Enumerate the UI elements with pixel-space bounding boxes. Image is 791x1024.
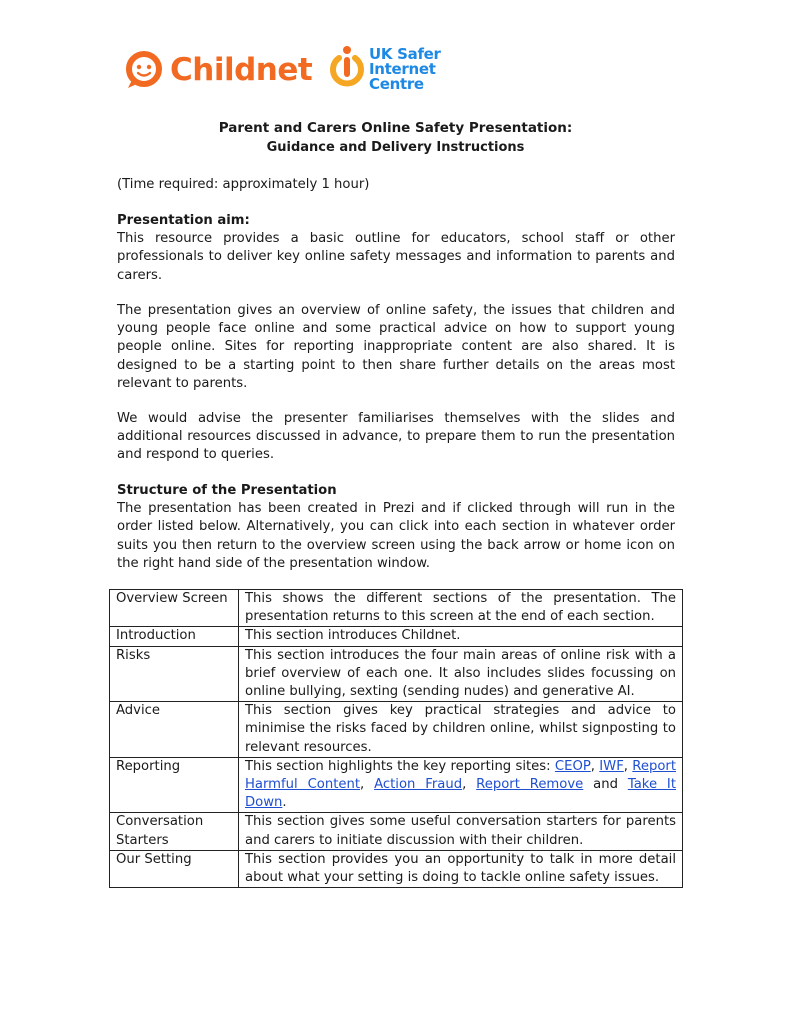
overview-paragraph: The presentation gives an overview of online safety, the issues that children and young people face online and some practical advice on how to support young people online. Sites for reporting inappropriate content are also shared. It is designed to be a starting point to then share further details on the areas most relevant to parents. bbox=[117, 303, 675, 391]
uksic-logo bbox=[329, 44, 441, 94]
uksic-line-2: Internet bbox=[369, 59, 436, 78]
aim-section bbox=[117, 212, 675, 285]
link-ceop[interactable]: CEOP bbox=[554, 758, 591, 774]
section-name: Introduction bbox=[110, 627, 239, 646]
section-name: Overview Screen bbox=[110, 590, 239, 627]
structure-text: The presentation has been created in Prezi and if clicked through will run in the order listed below. Alternatively, you can click into each section in whatever order suits you then return to the overview screen using the back arrow or home icon on the right hand side of the presentation window. bbox=[117, 501, 675, 571]
separator: , bbox=[462, 777, 477, 793]
separator: and bbox=[583, 777, 628, 793]
structure-section bbox=[117, 482, 675, 573]
link-iwf[interactable]: IWF bbox=[599, 758, 624, 774]
document-title: Parent and Carers Online Safety Presentation: bbox=[218, 120, 573, 136]
separator: , bbox=[590, 758, 600, 774]
childnet-wordmark: Childnet bbox=[170, 52, 313, 88]
link-action-fraud[interactable]: Action Fraud bbox=[374, 777, 463, 793]
section-name: Risks bbox=[110, 646, 239, 702]
table-row bbox=[110, 813, 683, 850]
section-description: This shows the different sections of the presentation. The presentation returns to this screen at the end of each section. bbox=[239, 590, 683, 627]
uksic-wordmark bbox=[369, 44, 441, 93]
table-row bbox=[110, 850, 683, 887]
uksic-line-3: Centre bbox=[369, 74, 424, 93]
section-name: Reporting bbox=[110, 757, 239, 813]
time-required: (Time required: approximately 1 hour) bbox=[117, 177, 370, 192]
section-description: This section gives key practical strategies and advice to minimise the risks faced by children online, whilst signposting to relevant resources. bbox=[239, 702, 683, 758]
link-report-harmful-content[interactable]: Report Harmful Content bbox=[245, 758, 677, 793]
childnet-logo bbox=[124, 50, 312, 90]
childnet-speech-face-icon bbox=[124, 50, 164, 90]
power-button-icon bbox=[329, 44, 365, 94]
section-name: Our Setting bbox=[110, 850, 239, 887]
aim-heading: Presentation aim: bbox=[117, 213, 250, 228]
advice-paragraph: We would advise the presenter familiarises themselves with the slides and additional resources discussed in advance, to prepare them to run the presentation and respond to queries. bbox=[117, 411, 675, 463]
table-row bbox=[110, 627, 683, 646]
link-report-remove[interactable]: Report Remove bbox=[476, 777, 584, 793]
aim-text: This resource provides a basic outline for educators, school staff or other professionals to deliver key online safety messages and information to parents and carers. bbox=[117, 231, 675, 283]
reporting-end: . bbox=[282, 795, 287, 811]
table-row bbox=[110, 702, 683, 758]
document-subtitle: Guidance and Delivery Instructions bbox=[266, 140, 525, 155]
section-description bbox=[239, 757, 683, 813]
separator: , bbox=[360, 777, 375, 793]
section-name: Advice bbox=[110, 702, 239, 758]
table-row bbox=[110, 757, 683, 813]
section-description: This section provides you an opportunity to talk in more detail about what your setting is doing to tackle online safety issues. bbox=[239, 850, 683, 887]
table-row bbox=[110, 590, 683, 627]
section-description: This section gives some useful conversation starters for parents and carers to initiate discussion with their children. bbox=[239, 813, 683, 850]
section-description: This section introduces the four main areas of online risk with a brief overview of each one. It also includes slides focussing on online bullying, sexting (sending nudes) and generative AI. bbox=[239, 646, 683, 702]
reporting-intro: This section highlights the key reporting sites: bbox=[245, 758, 555, 774]
section-description: This section introduces Childnet. bbox=[239, 627, 683, 646]
uksic-line-1: UK Safer bbox=[369, 44, 441, 63]
link-take-it-down[interactable]: Take It Down bbox=[245, 777, 676, 811]
table-row bbox=[110, 646, 683, 702]
separator: , bbox=[623, 758, 633, 774]
section-name: Conversation Starters bbox=[110, 813, 239, 850]
structure-heading: Structure of the Presentation bbox=[117, 483, 337, 498]
sections-table bbox=[109, 589, 683, 888]
logo-row bbox=[124, 44, 454, 96]
